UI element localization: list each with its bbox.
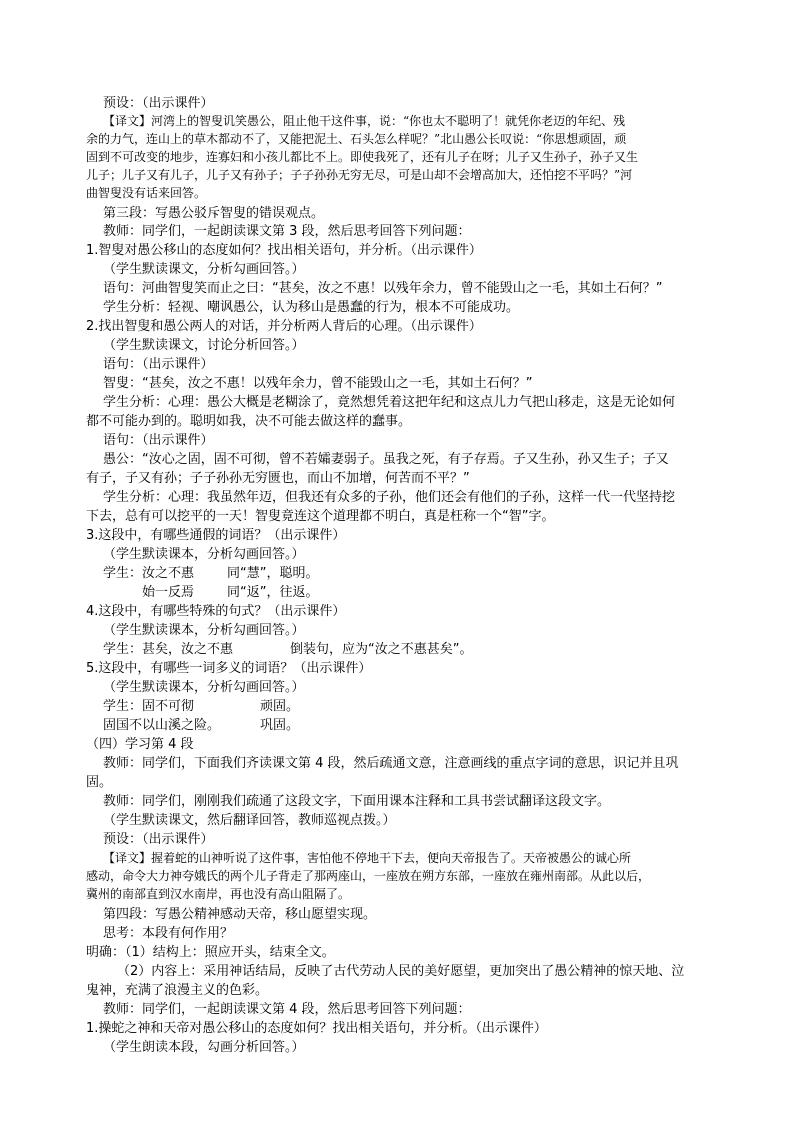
text-line: 思考：本段有何作用？ [103,926,234,941]
text-line: 曲智叟没有话来回答。 [86,186,207,200]
text-line: 教师：同学们，一起朗读课文第 3 段，然后思考回答下列问题： [103,224,471,239]
text-line: （学生朗读本段，勾画分析回答。） [103,1040,305,1055]
text-line: 语句：（出示课件） [103,433,214,448]
text-line: 预设：（出示课件） [103,96,214,111]
text-line: 愚公：“汝心之固，固不可彻，曾不若孀妻弱子。虽我之死，有子存焉。子又生孙，孙又生子；子又 [103,452,669,467]
text-line: 教师：同学们，刚刚我们疏通了这段文字，下面用课本注释和工具书尝试翻译这段文字。 [103,794,611,809]
text-line: 明确：（1）结构上：照应开头，结束全文。 [86,945,335,960]
text-line: 智叟：“甚矣，汝之不惠！以残年余力，曾不能毁山之一毛，其如土石何？” [103,376,533,391]
question-line: 4.这段中，有哪些特殊的句式？（出示课件） [86,604,346,619]
text-line: （2）内容上：采用神话结局，反映了古代劳动人民的美好愿望，更加突出了愚公精神的惊天地、泣 [117,964,685,979]
text-line: 顽固。 [260,699,300,714]
text-line: 下去，总有可以挖平的一天！智叟竟连这个道理都不明白，真是枉称一个“智”字。 [86,509,555,524]
text-line: 固。 [86,775,113,790]
question-line: 3.这段中，有哪些通假的词语？（出示课件） [86,528,346,543]
text-line: （学生默读课文，分析勾画回答。） [103,262,305,277]
text-line: 倒装句，应为“汝之不惠甚矣”。 [290,642,473,657]
section-heading: （四）学习第 4 段 [86,737,194,752]
text-line: （学生默读课文，讨论分析回答。） [103,338,305,353]
text-line: 教师：同学们，一起朗读课文第 4 段，然后思考回答下列问题： [103,1002,471,1017]
text-line: （学生默读课本，分析勾画回答。） [103,623,305,638]
text-line: 感动，命令大力神夸娥氏的两个儿子背走了那两座山，一座放在朔方东部，一座放在雍州南部。从此以后， [86,869,651,883]
text-line: 余的力气，连山上的草木都动不了，又能把泥土、石头怎么样呢？”北山愚公长叹说：“你思想顽固，顽 [86,132,627,146]
text-line: 学生：汝之不惠 [103,566,195,581]
text-line: 固到不可改变的地步，连寡妇和小孩儿都比不上。即使我死了，还有儿子在呀；儿子又生孙子，孙子又生 [86,150,639,164]
question-line: 1.智叟对愚公移山的态度如何？找出相关语句，并分析。（出示课件） [86,243,482,258]
text-line: 学生分析：心理：我虽然年迈，但我还有众多的子孙，他们还会有他们的子孙，这样一代一代坚持挖 [103,490,676,505]
text-line: 始一反焉 [142,585,195,600]
text-line: 预设：（出示课件） [103,832,214,847]
text-line: 学生：甚矣，汝之不惠 [103,642,234,657]
text-line: （学生默读课本，分析勾画回答。） [103,547,305,562]
text-line: 鬼神，充满了浪漫主义的色彩。 [86,983,269,998]
text-line: 教师：同学们，下面我们齐读课文第 4 段，然后疏通文意，注意画线的重点字词的意思，识记并且巩 [103,756,679,771]
text-line: 语句：河曲智叟笑而止之曰：“甚矣，汝之不惠！以残年余力，曾不能毁山之一毛，其如土石何？” [103,281,663,296]
text-line: 有子，子又有孙；子子孙孙无穷匮也，而山不加增，何苦而不平？” [86,471,470,486]
text-line: 固国不以山溪之险。 [103,718,221,733]
section-heading: 第三段：写愚公驳斥智叟的错误观点。 [103,206,325,221]
text-line: 学生分析：轻视、嘲讽愚公，认为移山是愚蠢的行为，根本不可能成功。 [103,300,520,315]
text-line: 都不可能办到的。聪明如我，决不可能去做这样的蠢事。 [86,414,412,429]
text-line: 冀州的南部直到汉水南岸，再也没有高山阻隔了。 [86,887,351,901]
text-line: 同“慧”，聪明。 [227,566,319,581]
text-line: 【译文】握着蛇的山神听说了这件事，害怕他不停地干下去，便向天帝报告了。天帝被愚公的诚心所 [103,851,632,865]
text-line: 语句：（出示课件） [103,357,214,372]
question-line: 2.找出智叟和愚公两人的对话，并分析两人背后的心理。（出示课件） [86,319,482,334]
text-line: （学生默读课本，分析勾画回答。） [103,680,305,695]
text-line: 学生分析：心理：愚公大概是老糊涂了，竟然想凭着这把年纪和这点儿力气把山移走，这是无论如何 [103,395,676,410]
text-line: 【译文】河湾上的智叟讥笑愚公，阻止他干这件事，说：“你也太不聪明了！就凭你老迈的年纪、残 [103,114,626,128]
question-line: 5.这段中，有哪些一词多义的词语？（出示课件） [86,661,372,676]
question-line: 1.操蛇之神和天帝对愚公移山的态度如何？找出相关语句，并分析。（出示课件） [86,1021,547,1036]
text-line: 巩固。 [260,718,300,733]
text-line: 同“返”，往返。 [227,585,319,600]
text-line: 儿子；儿子又有儿子，儿子又有孙子；子子孙孙无穷无尽，可是山却不会增高加大，还怕挖不平吗？”河 [86,168,633,182]
section-heading: 第四段：写愚公精神感动天帝，移山愿望实现。 [103,907,377,922]
text-line: （学生默读课文，然后翻译回答，教师巡视点拨。） [103,813,396,828]
text-line: 学生：固不可彻 [103,699,195,714]
